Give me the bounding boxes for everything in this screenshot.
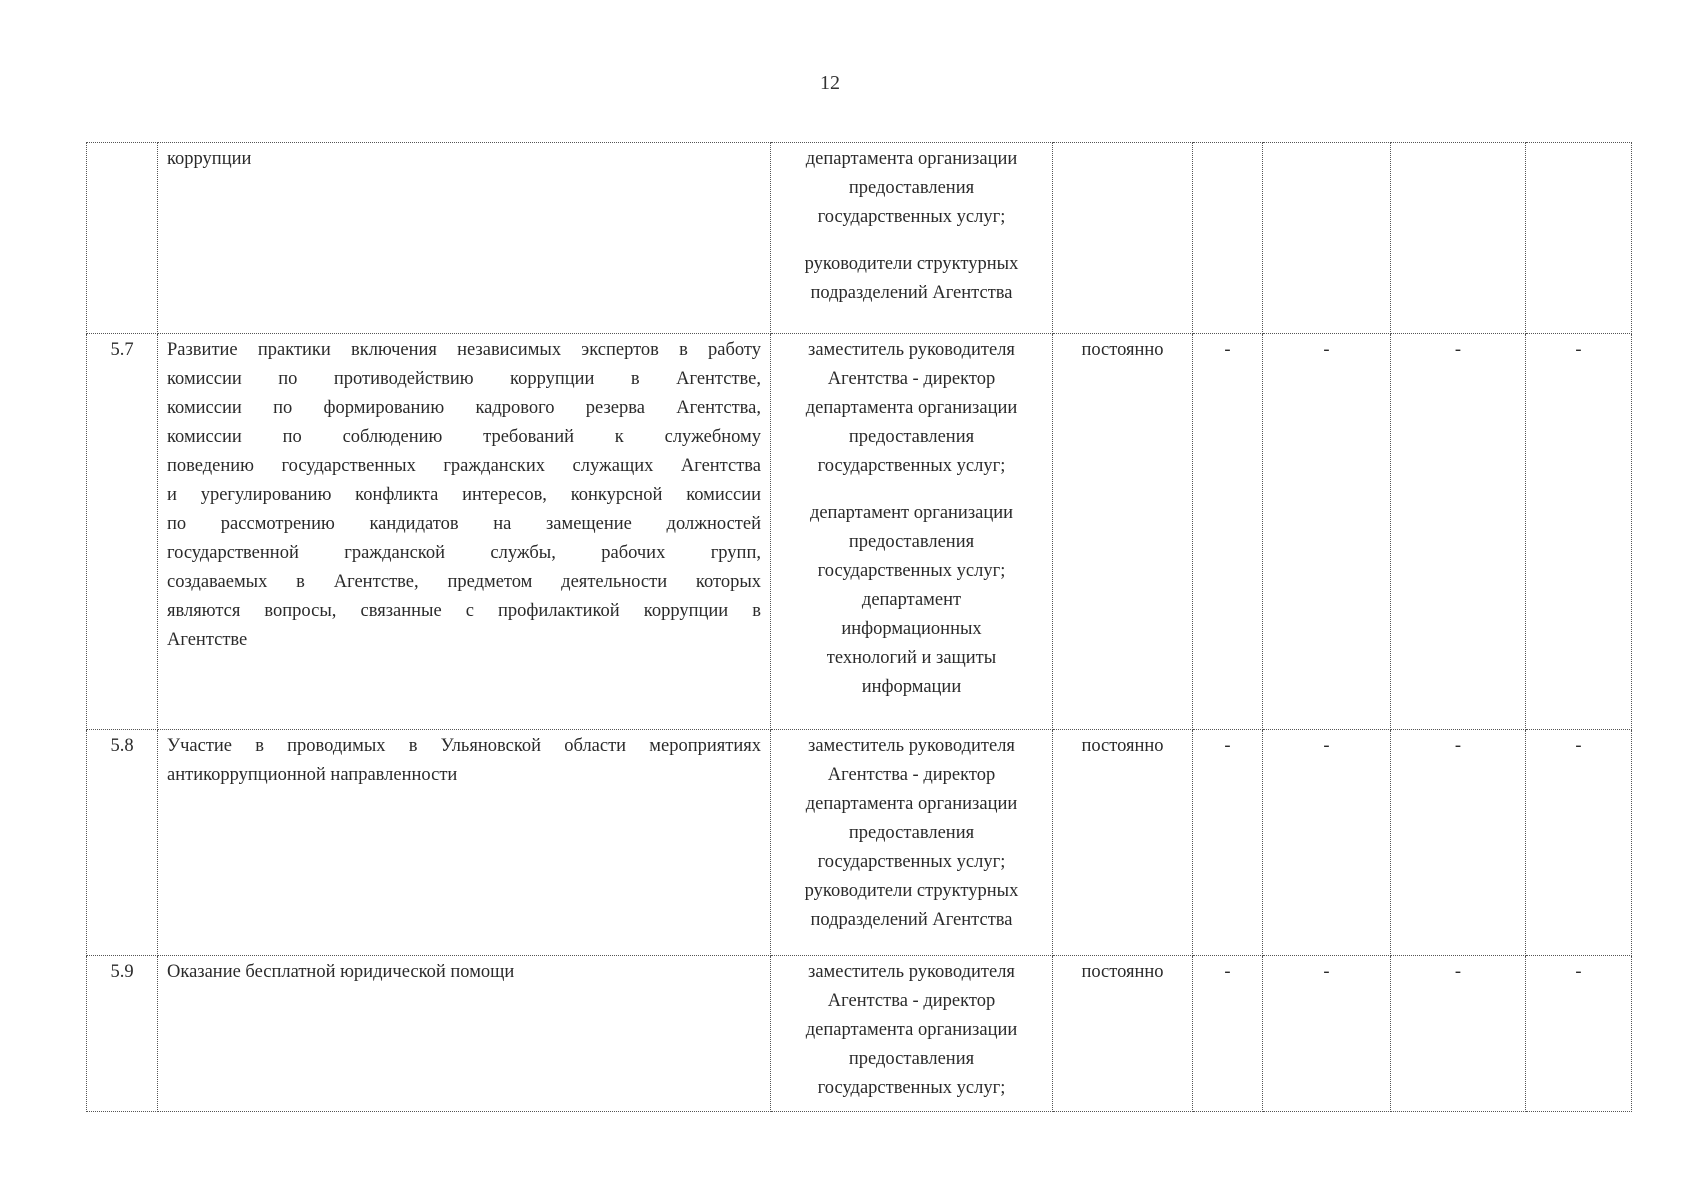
responsible-line: департамент организации [809,503,1014,523]
item-number: 5.7 [87,334,158,730]
responsible-line: руководители структурных [804,881,1019,901]
responsible-line: департамента организации [805,398,1018,418]
item-number [87,143,158,334]
funding-cell: - [1526,334,1632,730]
responsible-line: предоставления [848,823,975,843]
responsible-line: технологий и защиты [826,648,997,668]
table-row [87,143,1632,334]
responsible-line: государственных услуг; [817,561,1006,581]
table-row [87,956,1632,1112]
item-number: 5.9 [87,956,158,1112]
measure-description [158,956,771,1112]
funding-cell: - [1391,956,1526,1112]
responsible-line: департамент [861,590,962,610]
responsible-line: информации [861,677,962,697]
responsible-line: государственных услуг; [817,852,1006,872]
description-line: поведению государственных гражданских служащих Агентства [167,456,761,476]
funding-cell: - [1193,730,1263,956]
description-line: Оказание бесплатной юридической помощи [167,962,515,982]
term: постоянно [1053,730,1193,956]
measure-description [158,730,771,956]
table-row [87,730,1632,956]
responsible-line: государственных услуг; [817,1078,1006,1098]
responsible-line: предоставления [848,178,975,198]
funding-cell: - [1263,730,1391,956]
responsible-line: информационных [841,619,982,639]
funding-cell: - [1391,334,1526,730]
responsible-line: предоставления [848,1049,975,1069]
description-line: Развитие практики включения независимых экспертов в работу [167,340,761,360]
funding-cell: - [1263,956,1391,1112]
responsible-line: подразделений Агентства [810,910,1013,930]
responsible-executors [771,730,1053,956]
responsible-line: Агентства - директор [827,369,996,389]
page-number: 12 [820,72,840,94]
funding-cell: - [1193,334,1263,730]
description-line: Участие в проводимых в Ульяновской области мероприятиях [167,736,761,756]
description-line: являются вопросы, связанные с профилактикой коррупции в [167,601,761,621]
description-line: антикоррупционной направленности [167,765,458,785]
responsible-line: предоставления [848,532,975,552]
term [1053,143,1193,334]
funding-cell: - [1526,956,1632,1112]
responsible-executors [771,956,1053,1112]
description-line: по рассмотрению кандидатов на замещение должностей [167,514,761,534]
description-line: комиссии по соблюдению требований к служебному [167,427,761,447]
measures-table [86,142,1632,1112]
description-line: комиссии по формированию кадрового резерва Агентства, [167,398,761,418]
responsible-line: руководители структурных [804,254,1019,274]
responsible-line: подразделений Агентства [810,283,1013,303]
funding-cell [1193,143,1263,334]
measure-description [158,143,771,334]
description-line: Агентстве [167,630,248,650]
description-line: создаваемых в Агентстве, предметом деятельности которых [167,572,761,592]
funding-cell: - [1263,334,1391,730]
description-line: коррупции [167,149,252,169]
funding-cell: - [1526,730,1632,956]
responsible-line: заместитель руководителя [808,340,1015,360]
funding-cell [1526,143,1632,334]
description-line: комиссии по противодействию коррупции в Агентстве, [167,369,761,389]
responsible-line: департамента организации [805,794,1018,814]
funding-cell: - [1391,730,1526,956]
responsible-line: государственных услуг; [817,207,1006,227]
description-line: государственной гражданской службы, рабочих групп, [167,543,761,563]
responsible-line: департамента организации [805,1020,1018,1040]
responsible-line: предоставления [848,427,975,447]
term: постоянно [1053,956,1193,1112]
funding-cell: - [1193,956,1263,1112]
description-line: и урегулированию конфликта интересов, конкурсной комиссии [167,485,761,505]
item-number: 5.8 [87,730,158,956]
responsible-line: государственных услуг; [817,456,1006,476]
responsible-executors [771,143,1053,334]
responsible-executors [771,334,1053,730]
paragraph-gap [780,481,1043,499]
paragraph-gap [780,232,1043,250]
funding-cell [1263,143,1391,334]
responsible-line: Агентства - директор [827,765,996,785]
table-row [87,334,1632,730]
funding-cell [1391,143,1526,334]
responsible-line: заместитель руководителя [808,736,1015,756]
responsible-line: Агентства - директор [827,991,996,1011]
measure-description [158,334,771,730]
term: постоянно [1053,334,1193,730]
responsible-line: заместитель руководителя [808,962,1015,982]
responsible-line: департамента организации [805,149,1018,169]
